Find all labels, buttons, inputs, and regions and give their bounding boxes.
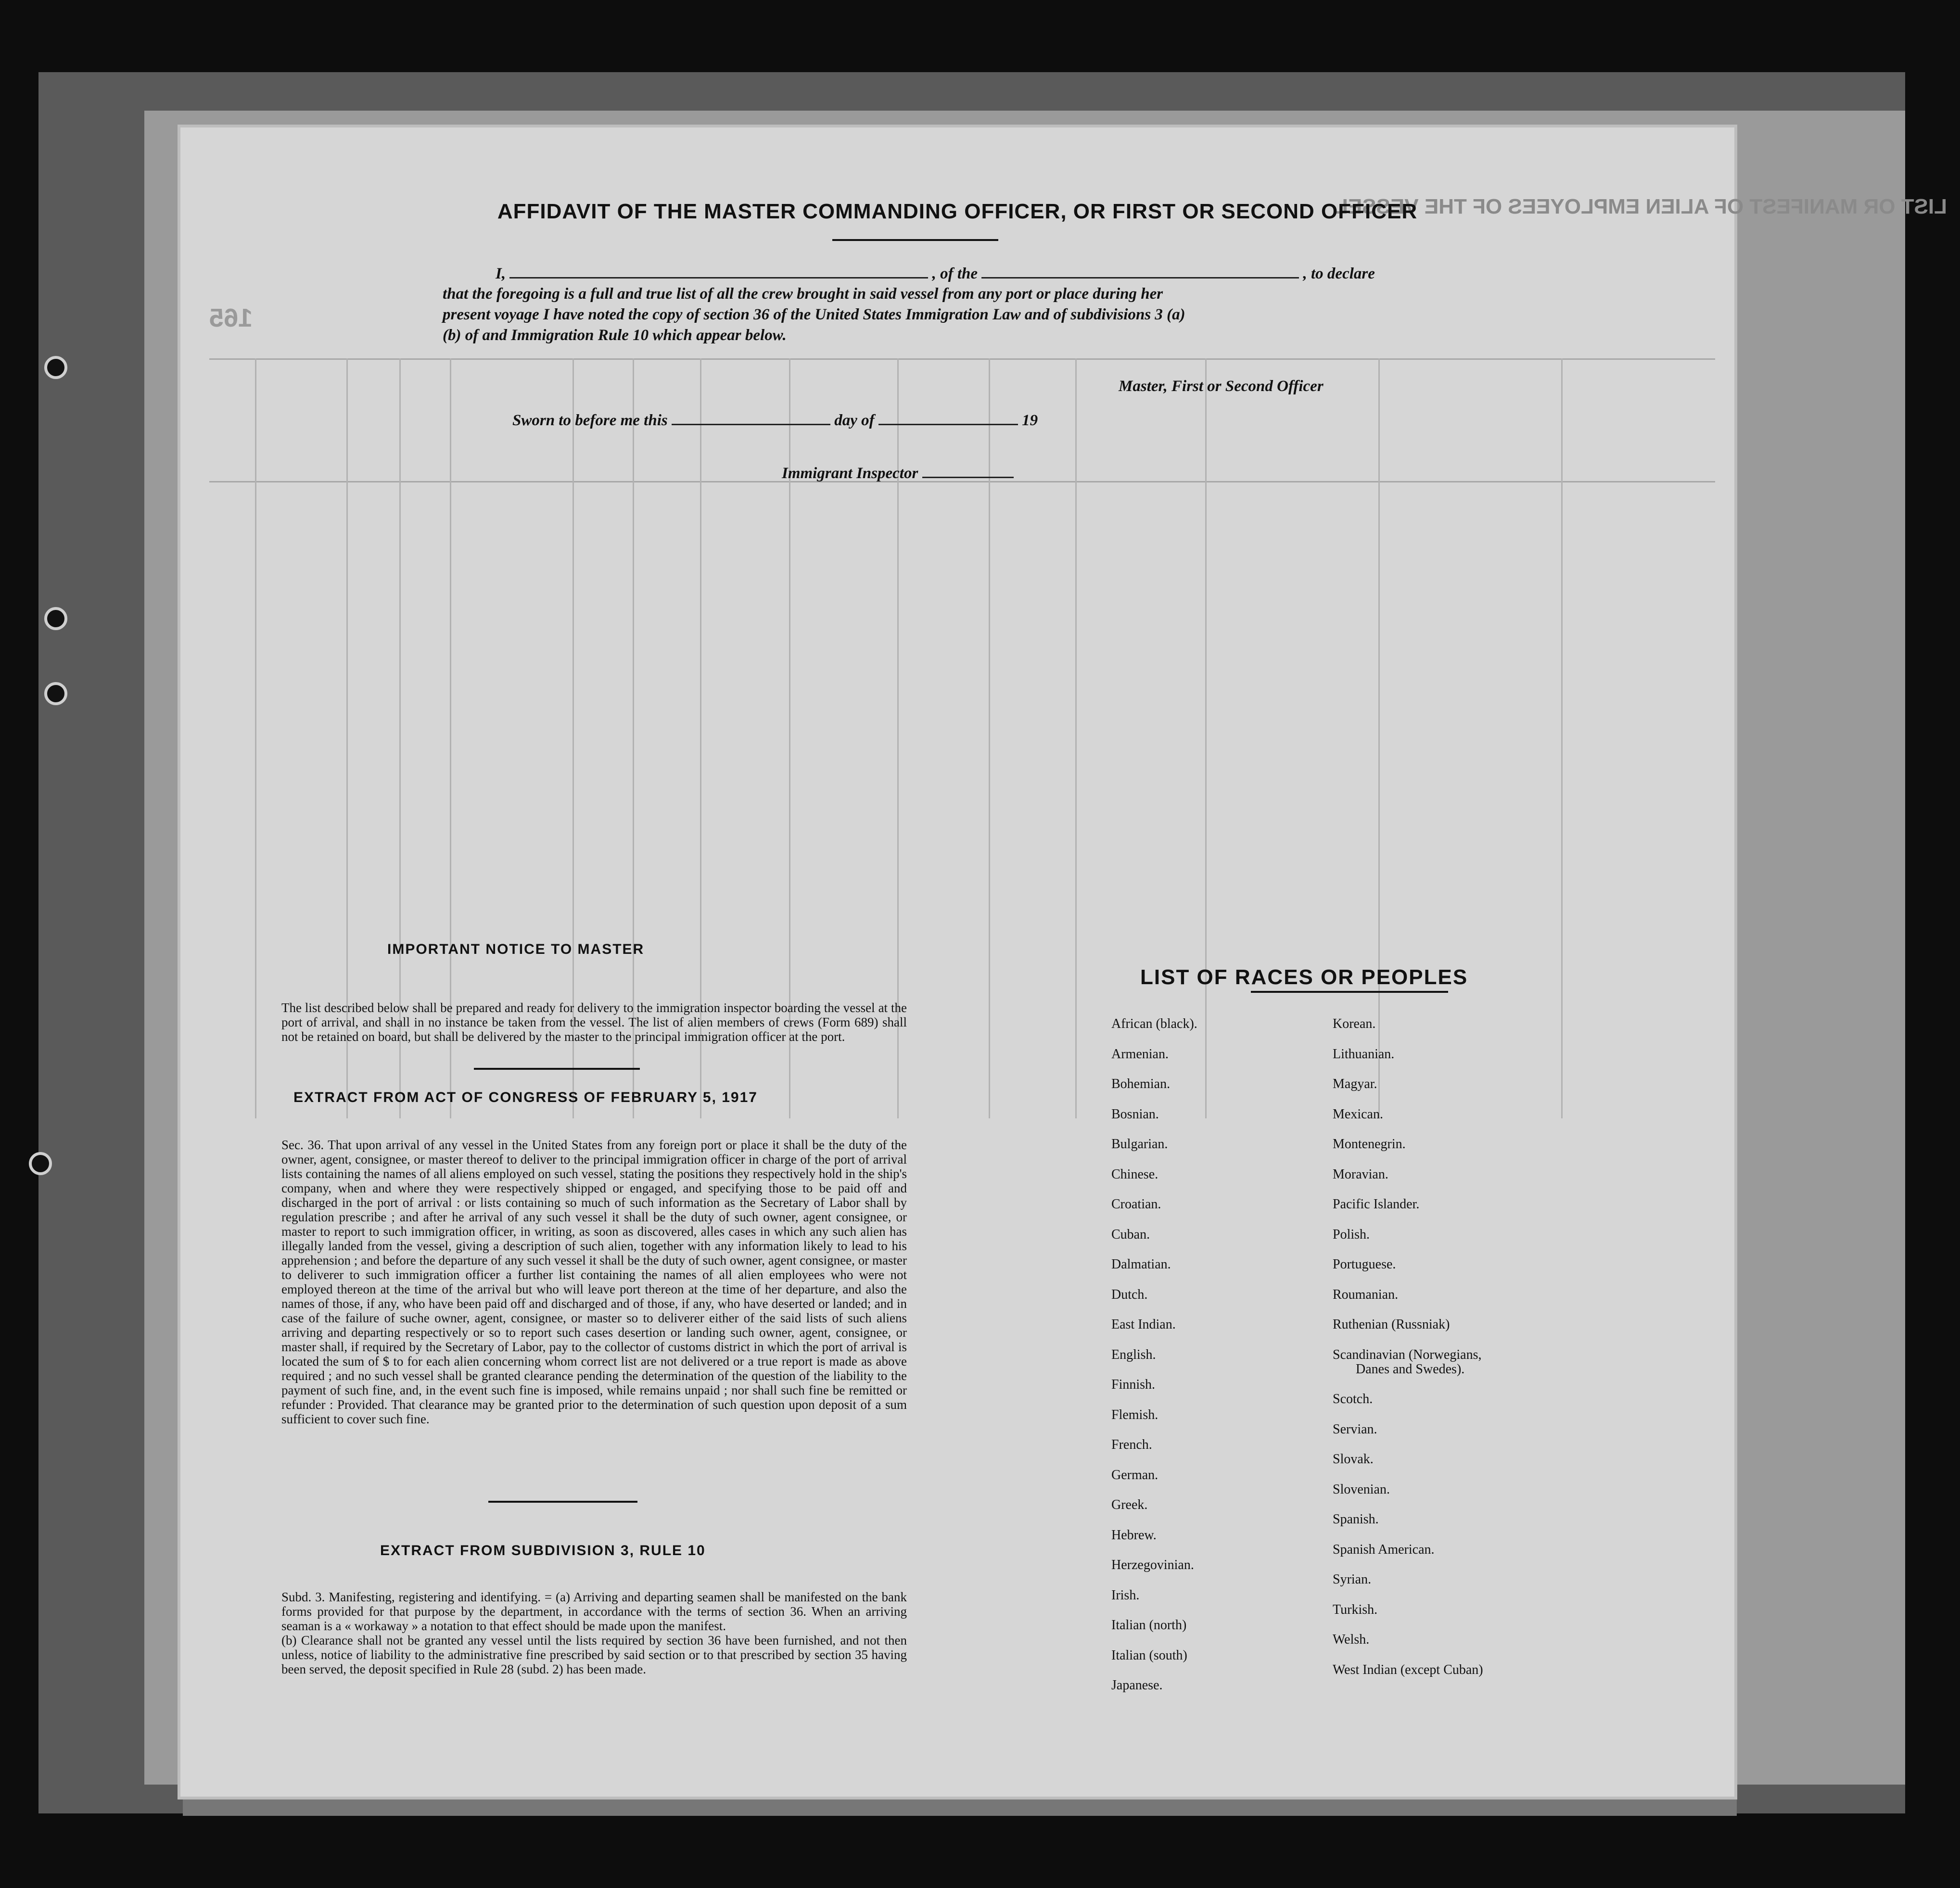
rule-extract-text-b: (b) Clearance shall not be granted any vessel until the lists required by section 36 have been furnished, and not then unless, notice of liability to the administrative fine prescribed by said section or to that prescribed by section 35 having been served, the deposit specified in Rule 28 (subd. 2) has been made.	[281, 1633, 907, 1676]
race-item: Irish.	[1111, 1587, 1140, 1603]
punch-hole	[44, 682, 67, 705]
bleed-through-column	[1205, 358, 1207, 1118]
race-item: Magyar.	[1333, 1077, 1377, 1091]
race-item: Spanish.	[1333, 1512, 1379, 1527]
bleed-through-form-number: 165	[209, 304, 253, 332]
race-item: Mexican.	[1333, 1106, 1383, 1122]
race-item: Portuguese.	[1333, 1257, 1396, 1272]
bleed-through-column	[1561, 358, 1563, 1118]
race-item: Chinese.	[1111, 1166, 1158, 1182]
race-item: Dutch.	[1111, 1287, 1148, 1302]
race-item: Pacific Islander.	[1333, 1197, 1420, 1212]
affidavit-text-line: (b) of and Immigration Rule 10 which appear below.	[443, 327, 787, 344]
affidavit-declare-label: , to declare	[1303, 265, 1375, 282]
race-item: Scotch.	[1333, 1392, 1373, 1406]
race-item: Scandinavian (Norwegians,	[1333, 1347, 1482, 1362]
affidavit-declaration-line	[496, 265, 1375, 283]
bleed-through-column	[255, 358, 256, 1118]
race-item: Turkish.	[1333, 1602, 1378, 1617]
race-item: Lithuanian.	[1333, 1046, 1395, 1062]
act-extract-heading: EXTRACT FROM ACT OF CONGRESS OF FEBRUARY 5, 1917	[293, 1090, 758, 1105]
year-prefix: 19	[1022, 412, 1038, 429]
signature-label: Master, First or Second Officer	[1119, 378, 1324, 395]
rule-extract-heading: EXTRACT FROM SUBDIVISION 3, RULE 10	[380, 1543, 706, 1559]
inspector-line	[782, 464, 1014, 482]
race-item: German.	[1111, 1467, 1158, 1483]
race-item: Italian (south)	[1111, 1647, 1187, 1663]
race-item: Danes and Swedes).	[1356, 1361, 1465, 1377]
race-item: Roumanian.	[1333, 1287, 1399, 1302]
sworn-label: Sworn to before me this	[512, 412, 668, 429]
sworn-day-blank	[672, 411, 830, 425]
race-item: Korean.	[1333, 1016, 1376, 1031]
inspector-label: Immigrant Inspector	[782, 465, 918, 482]
affidavit-text-line: that the foregoing is a full and true list of all the crew brought in said vessel from any port or place during her	[443, 285, 1163, 303]
race-item: West Indian (except Cuban)	[1333, 1662, 1483, 1677]
race-item: Hebrew.	[1111, 1527, 1157, 1543]
bleed-through-column	[1378, 358, 1380, 1118]
race-item: Japanese.	[1111, 1678, 1163, 1693]
race-item: Moravian.	[1333, 1166, 1388, 1182]
race-item: French.	[1111, 1437, 1152, 1452]
affidavit-text-line: present voyage I have noted the copy of section 36 of the United States Immigration Law and of subdivisions 3 (a)	[443, 306, 1185, 323]
race-item: Armenian.	[1111, 1046, 1169, 1062]
sworn-line	[512, 411, 1038, 430]
master-name-blank	[509, 265, 928, 279]
race-item: Cuban.	[1111, 1227, 1150, 1242]
vessel-name-blank	[981, 265, 1299, 279]
race-item: Greek.	[1111, 1497, 1148, 1512]
bleed-through-header: LIST OR MANIFEST OF ALIEN EMPLOYEES OF THE VESSEL	[1335, 195, 1947, 218]
sworn-month-blank	[878, 411, 1018, 425]
affidavit-sheet	[180, 127, 1947, 1797]
race-item: African (black).	[1111, 1016, 1197, 1031]
title-rule	[832, 239, 998, 241]
races-heading-underline	[1251, 991, 1448, 993]
race-item: Slovak.	[1333, 1452, 1374, 1467]
races-heading: LIST OF RACES OR PEOPLES	[1140, 965, 1468, 989]
race-item: Polish.	[1333, 1227, 1370, 1242]
race-item: Servian.	[1333, 1421, 1377, 1437]
punch-hole	[29, 1152, 52, 1175]
act-extract-text: Sec. 36. That upon arrival of any vessel in the United States from any foreign port or place it shall be the duty of the owner, agent, consignee, or master thereof to deliver to the principal immigration officer in charge of the port of arrival lists containing the names of all aliens employed on such vessel, stating the positions they respectively hold in the ship's company, when and where they were respectively shipped or engaged, and specifying those to be paid off and discharged in the port of arrival : or lists containing so much of such information as the Secretary of Labor shall by regulation prescribe ; and after he arrival of any such vessel it shall be the duty of such owner, agent consignee, or master to report to such immigration officer, in writing, as soon as discovered, alles cases in which any such alien has illegally landed from the vessel, giving a description of such alien, together with any information likely to lead to his apprehension ; and before the departure of any such vessel it shall be the duty of such owner, agent consignee, or master to deliverer to such immigration officer a further list containing the names of all alien employees who were not employed thereon at the time of the arrival but who will leave port thereon at the time of her departure, and also the names of those, if any, who have been paid off and discharged and of those, if any, who have deserted or landed; and in case of the failure of suche owner, agent, consignee, or master so to deliverer either of the said lists of such aliens arriving and departing respectively or so to report such cases desertion or landing such owner, agent, consignee, or master shall, if required by the Secretary of Labor, pay to the collector of customs district in which the port of arrival is located the sum of $ to for each alien concerning whom correct list are not delivered or a true report is made as above required ; and no such vessel shall be granted clearance pending the determination of the question of the liability to the payment of such fine, and, in the event such fine is imposed, while remains unpaid ; nor shall such fine be remitted or refunder : Provided. That clearance may be granted prior to the determination of such question upon deposit of a sum sufficient to cover such fine.	[281, 1138, 907, 1426]
page-edge	[183, 1797, 1737, 1816]
notice-text: The list described below shall be prepared and ready for delivery to the immigration inspector boarding the vessel at the port of arrival, and shall in no instance be taken from the vessel. The list of alien members of crews (Form 689) shall not be retained on board, but shall be delivered by the master to the principal immigration officer at the port.	[281, 1001, 907, 1044]
punch-hole	[44, 607, 67, 630]
race-item: Slovenian.	[1333, 1482, 1390, 1497]
affidavit-i-label: I,	[496, 265, 506, 282]
race-item: Herzegovinian.	[1111, 1558, 1194, 1572]
race-item: Welsh.	[1333, 1632, 1370, 1647]
race-item: Bosnian.	[1111, 1106, 1159, 1122]
race-item: East Indian.	[1111, 1317, 1176, 1332]
race-item: Bulgarian.	[1111, 1137, 1168, 1152]
affidavit-title: AFFIDAVIT OF THE MASTER COMMANDING OFFICER, OR FIRST OR SECOND OFFICER	[497, 200, 1418, 223]
race-item: Spanish American.	[1333, 1542, 1435, 1557]
race-item: Italian (north)	[1111, 1618, 1187, 1633]
act-rule	[488, 1501, 637, 1503]
bleed-through-column	[1075, 358, 1077, 1118]
punch-hole	[44, 356, 67, 379]
rule-extract-text-a: Subd. 3. Manifesting, registering and identifying. = (a) Arriving and departing seamen shall be manifested on the bank forms provided for that purpose by the department, in accordance with the terms of section 36. When an arriving seaman is a « workaway » a notation to that effect should be made upon the manifest.	[281, 1590, 907, 1633]
notice-heading: IMPORTANT NOTICE TO MASTER	[387, 941, 645, 957]
inspector-signature-blank	[922, 464, 1014, 478]
notice-rule	[474, 1068, 640, 1070]
race-item: English.	[1111, 1347, 1156, 1362]
race-item: Croatian.	[1111, 1197, 1161, 1212]
bleed-through-rule	[209, 358, 1715, 360]
race-item: Dalmatian.	[1111, 1257, 1171, 1272]
race-item: Flemish.	[1111, 1407, 1158, 1422]
race-item: Syrian.	[1333, 1572, 1372, 1587]
race-item: Ruthenian (Russniak)	[1333, 1317, 1450, 1332]
race-item: Montenegrin.	[1333, 1137, 1406, 1152]
race-item: Bohemian.	[1111, 1077, 1171, 1091]
race-item: Finnish.	[1111, 1377, 1156, 1392]
day-of-label: day of	[834, 412, 875, 429]
affidavit-of-the-label: , of the	[932, 265, 978, 282]
